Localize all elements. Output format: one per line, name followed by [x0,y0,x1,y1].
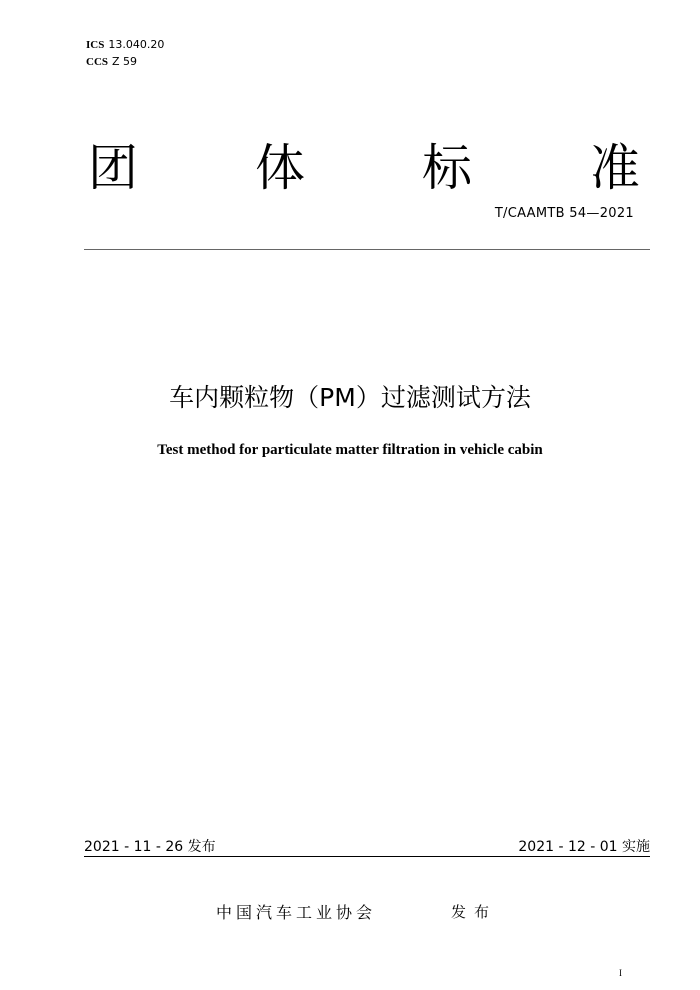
publish-label: 发布 [451,903,498,921]
ccs-code [86,55,137,69]
publisher-name: 中国汽车工业协会 [216,903,377,922]
document-title-english: Test method for particulate matter filtration in vehicle cabin [157,442,543,458]
top-divider [84,249,650,250]
ics-code [86,38,164,52]
heading-char-2: 体 [255,139,305,197]
ccs-label: CCS [86,56,109,68]
issue-date: 2021 - 11 - 26 发布 [84,839,216,855]
heading-char-3: 标 [422,139,472,197]
ccs-value: Z 59 [112,55,138,68]
heading-char-4: 准 [590,139,640,197]
standard-number: T/CAAMTB 54—2021 [494,206,634,221]
page-number: I [619,968,622,978]
document-title-chinese: 车内颗粒物（PM）过滤测试方法 [169,383,531,412]
ics-label: ICS [86,39,105,51]
bottom-divider [84,856,650,857]
ics-value: 13.040.20 [108,38,165,51]
implementation-date: 2021 - 12 - 01 实施 [518,839,650,855]
heading-char-1: 团 [88,139,138,197]
